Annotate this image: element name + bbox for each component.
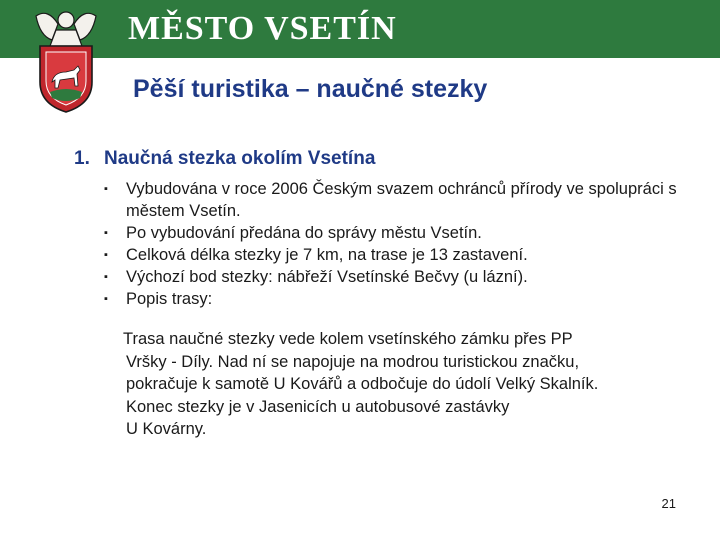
bullet-icon: ▪ — [104, 227, 108, 239]
bullet-text: Celková délka stezky je 7 km, na trase je 13 zastavení. — [126, 246, 528, 264]
header-title: MĚSTO VSETÍN — [128, 10, 397, 47]
bullet-icon: ▪ — [104, 271, 108, 283]
list-item — [102, 222, 692, 244]
route-line: U Kovárny. — [126, 420, 207, 438]
bullet-list — [102, 178, 692, 310]
bullet-text: Vybudována v roce 2006 Českým svazem ochránců přírody ve spolupráci s městem Vsetín. — [126, 180, 677, 220]
bullet-icon: ▪ — [104, 293, 108, 305]
bullet-icon: ▪ — [104, 249, 108, 261]
section-heading — [74, 148, 375, 170]
list-item — [102, 244, 692, 266]
page-number: 21 — [661, 496, 676, 511]
bullet-text: Popis trasy: — [126, 290, 213, 308]
route-line: Trasa naučné stezky vede kolem vsetínského zámku přes PP — [123, 330, 573, 348]
route-line: Konec stezky je v Jasenicích u autobusové zastávky — [126, 397, 510, 416]
route-description — [123, 328, 683, 441]
city-coat-of-arms-icon — [22, 6, 110, 114]
slide-title: Pěší turistika – naučné stezky — [133, 75, 488, 103]
list-item — [102, 178, 692, 222]
bullet-icon: ▪ — [104, 183, 108, 195]
bullet-text: Výchozí bod stezky: nábřeží Vsetínské Bečvy (u lázní). — [126, 268, 528, 286]
section-number: 1. — [74, 148, 90, 169]
list-item — [102, 266, 692, 288]
route-line: pokračuje k samotě U Kovářů a odbočuje do údolí Velký Skalník. — [126, 375, 599, 393]
route-line: Vršky - Díly. Nad ní se napojuje na modrou turistickou značku, — [126, 352, 580, 371]
section-title: Naučná stezka okolím Vsetína — [104, 148, 376, 169]
bullet-text: Po vybudování předána do správy městu Vsetín. — [126, 224, 482, 242]
list-item — [102, 288, 692, 310]
